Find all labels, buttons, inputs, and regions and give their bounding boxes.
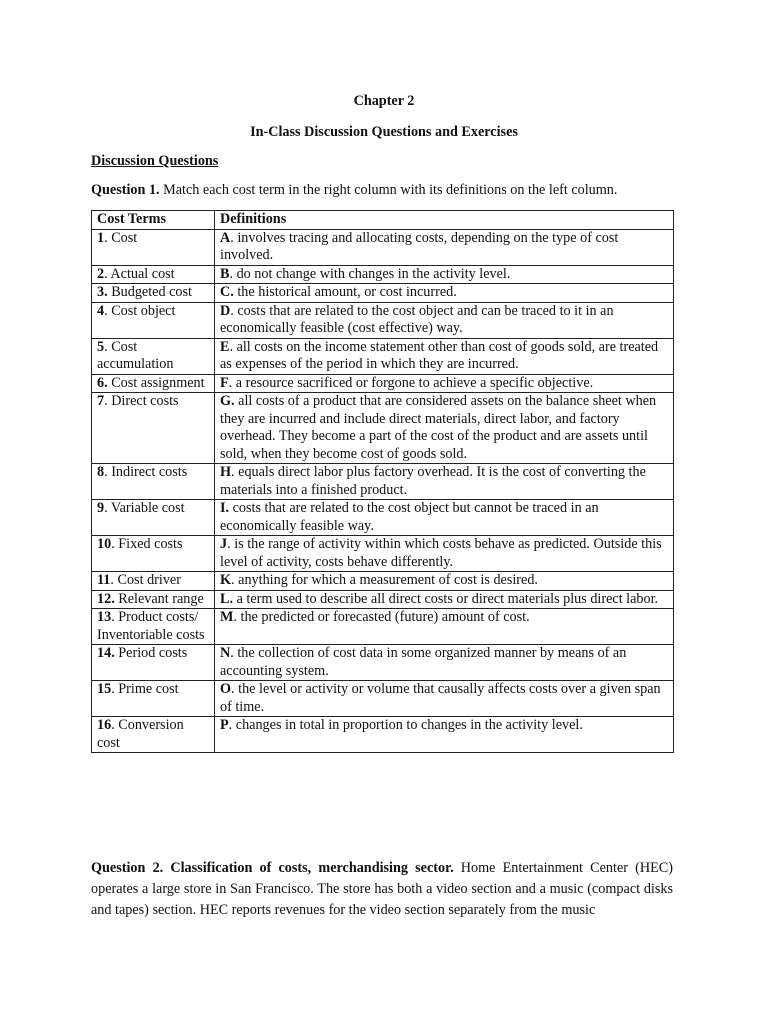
definition-cell: [215, 338, 674, 374]
definition-letter: O: [220, 681, 232, 697]
cost-term-cell: [92, 572, 215, 591]
definition-cell: [215, 229, 674, 265]
term-name: . Product costs/ Inventoriable costs: [97, 609, 205, 643]
definition-letter: N: [220, 645, 231, 661]
definition-letter: D: [220, 302, 231, 319]
cost-term-cell: [92, 681, 215, 717]
definition-letter: C.: [220, 284, 234, 300]
cost-term-cell: [92, 229, 215, 265]
cost-term-cell: [92, 500, 215, 536]
term-name: . Cost object: [104, 302, 176, 319]
definition-letter: K: [220, 572, 232, 588]
term-number: 13: [97, 609, 112, 625]
question-1-label: Question 1.: [91, 182, 160, 198]
term-number: 10: [97, 536, 112, 552]
cost-term-cell: [92, 284, 215, 303]
table-row: [92, 338, 674, 374]
term-number: 9: [97, 500, 105, 516]
cost-term-cell: [92, 645, 215, 681]
cost-term-cell: [92, 302, 215, 338]
table-row: [92, 393, 674, 464]
table-row: [92, 464, 674, 500]
definition-letter: E: [220, 338, 230, 355]
definition-cell: [215, 464, 674, 500]
term-name: . Fixed costs: [111, 536, 183, 552]
term-number: 1: [97, 229, 105, 246]
definition-letter: P: [220, 717, 229, 733]
term-number: 6.: [97, 374, 108, 391]
term-name: Relevant range: [114, 590, 204, 607]
definition-cell: [215, 572, 674, 591]
term-name: . Direct costs: [104, 393, 179, 409]
definition-letter: A: [220, 229, 231, 246]
question-2-text: Home Entertainment Center (HEC) operates a large store in San Francisco. The store has both a video section and a music (compact disks and tapes) section. HEC reports revenues for the video section separately from the music: [91, 860, 673, 918]
question-2: [91, 858, 673, 921]
cost-term-cell: [92, 590, 215, 609]
definition-letter: F: [220, 374, 229, 391]
table-row: [92, 229, 674, 265]
term-name: . Cost accumulation: [97, 338, 174, 372]
definition-letter: J: [220, 536, 228, 552]
term-name: . Actual cost: [104, 265, 175, 282]
definition-cell: [215, 500, 674, 536]
cost-term-cell: [92, 338, 215, 374]
definition-text: . the predicted or forecasted (future) amount of cost.: [233, 609, 530, 625]
table-row: [92, 284, 674, 303]
definition-text: all costs of a product that are considered assets on the balance sheet when they are incurred and include direct materials, direct labor, and factory overhead. They become a part of the cost of the product and are assets until sold, when they become cost of goods sold.: [220, 393, 657, 462]
definition-text: . the collection of cost data in some organized manner by means of an accounting system.: [220, 645, 627, 679]
table-row: [92, 572, 674, 591]
definition-text: a term used to describe all direct costs or direct materials plus direct labor.: [233, 590, 659, 607]
definition-cell: [215, 645, 674, 681]
term-number: 5: [97, 338, 105, 355]
chapter-title: Chapter 2: [353, 93, 415, 109]
term-name: Budgeted cost: [107, 284, 192, 300]
definition-cell: [215, 265, 674, 284]
term-name: Cost assignment: [107, 374, 205, 391]
table-row: [92, 500, 674, 536]
table-header-row: [92, 211, 674, 230]
term-number: 8: [97, 464, 105, 480]
definition-text: . do not change with changes in the activity level.: [229, 265, 511, 282]
definition-cell: [215, 393, 674, 464]
cost-term-cell: [92, 374, 215, 393]
definition-cell: [215, 590, 674, 609]
term-name: . Cost: [104, 229, 138, 246]
table-row: [92, 717, 674, 753]
table-row: [92, 681, 674, 717]
definition-letter: B: [220, 265, 230, 282]
term-name: . Indirect costs: [104, 464, 188, 480]
table-row: [92, 645, 674, 681]
definition-cell: [215, 681, 674, 717]
table-row: [92, 374, 674, 393]
definition-text: . costs that are related to the cost object and can be traced to it in an economically feasible (cost effective) way.: [220, 302, 614, 336]
cost-term-cell: [92, 393, 215, 464]
definition-text: . all costs on the income statement other than cost of goods sold, are treated as expenses of the period in which they are incurred.: [220, 338, 659, 372]
table-row: [92, 590, 674, 609]
definition-cell: [215, 284, 674, 303]
table-row: [92, 609, 674, 645]
definition-text: . anything for which a measurement of cost is desired.: [231, 572, 538, 588]
definition-letter: M: [220, 609, 234, 625]
definition-letter: I.: [220, 500, 230, 516]
definition-letter: H: [220, 464, 232, 480]
cost-term-cell: [92, 464, 215, 500]
definition-cell: [215, 302, 674, 338]
cost-term-cell: [92, 609, 215, 645]
cost-term-cell: [92, 265, 215, 284]
term-number: 7: [97, 393, 105, 409]
definition-cell: [215, 536, 674, 572]
definition-text: . is the range of activity within which costs behave as predicted. Outside this level of activity, costs behave differently.: [220, 536, 662, 570]
page-subtitle: In-Class Discussion Questions and Exercises: [250, 124, 518, 140]
header-cost-terms: Cost Terms: [92, 211, 215, 230]
section-heading: Discussion Questions: [91, 153, 219, 169]
definition-text: the historical amount, or cost incurred.: [233, 284, 457, 300]
definition-cell: [215, 609, 674, 645]
definition-letter: G.: [220, 393, 235, 409]
definition-cell: [215, 374, 674, 393]
term-number: 14.: [97, 645, 115, 661]
cost-term-cell: [92, 717, 215, 753]
term-name: . Conversion cost: [97, 717, 184, 751]
term-name: . Cost driver: [110, 572, 181, 588]
cost-term-cell: [92, 536, 215, 572]
term-name: . Variable cost: [104, 500, 185, 516]
term-number: 3.: [97, 284, 108, 300]
definition-text: . changes in total in proportion to changes in the activity level.: [228, 717, 583, 733]
term-number: 2: [97, 265, 105, 282]
question-2-label: Question 2. Classification of costs, merchandising sector.: [91, 860, 454, 876]
definition-text: . equals direct labor plus factory overhead. It is the cost of converting the materials into a finished product.: [220, 464, 646, 498]
term-number: 12.: [97, 590, 115, 607]
table-row: [92, 265, 674, 284]
cost-terms-table: [91, 210, 674, 753]
term-number: 4: [97, 302, 105, 319]
table-row: [92, 536, 674, 572]
table-row: [92, 302, 674, 338]
definition-text: costs that are related to the cost object but cannot be traced in an economically feasible way.: [220, 500, 599, 534]
term-name: . Prime cost: [111, 681, 179, 697]
definition-cell: [215, 717, 674, 753]
question-1: [91, 182, 617, 199]
term-number: 15: [97, 681, 112, 697]
definition-text: . involves tracing and allocating costs, depending on the type of cost involved.: [220, 229, 619, 263]
definition-text: . the level or activity or volume that causally affects costs over a given span of time.: [220, 681, 661, 715]
term-name: Period costs: [114, 645, 188, 661]
definition-text: . a resource sacrificed or forgone to achieve a specific objective.: [228, 374, 594, 391]
header-definitions: Definitions: [215, 211, 674, 230]
term-number: 16: [97, 717, 112, 733]
definition-letter: L.: [220, 590, 234, 607]
term-number: 11: [97, 572, 111, 588]
question-1-text: Match each cost term in the right column with its definitions on the left column.: [159, 182, 618, 198]
